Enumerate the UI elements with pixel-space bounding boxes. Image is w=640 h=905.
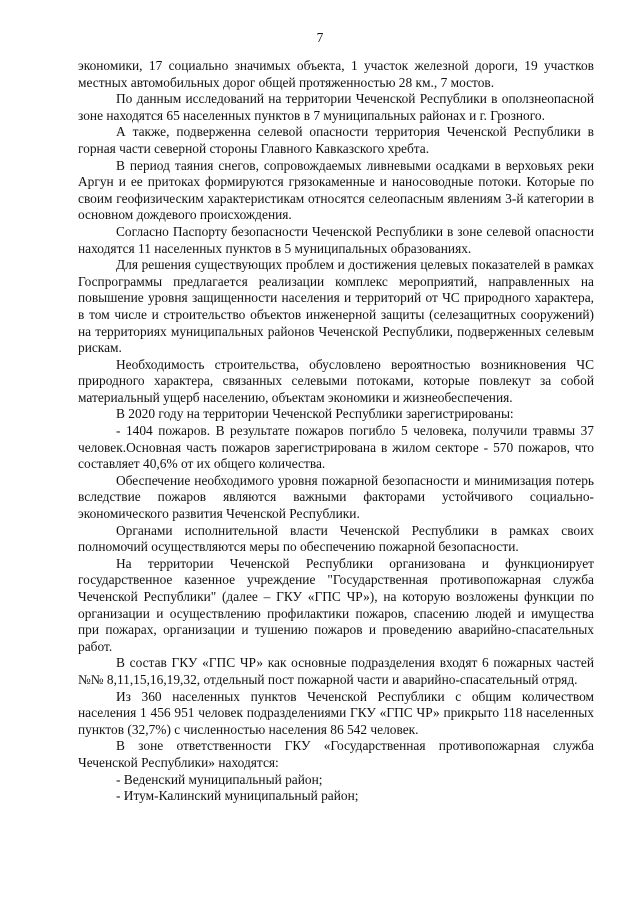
page-number: 7 — [316, 30, 324, 45]
paragraph-7: Необходимость строительства, обусловлено вероятностью возникновения ЧС природного характера, связанных селевыми потоками, которые повлекут за собой материальный ущерб населению, объектам экономики и жизнеобеспечения. — [78, 356, 594, 405]
paragraph-8: В 2020 году на территории Чеченской Республики зарегистрированы: — [116, 406, 514, 422]
paragraph-15: В зоне ответственности ГКУ «Государственная противопожарная служба Чеченской Республики» находятся: — [78, 738, 594, 770]
paragraph-6: Для решения существующих проблем и достижения целевых показателей в рамках Госпрограммы предлагается реализации комплекс мероприятий, направленных на повышение уровня защищенности населения и территорий от ЧС природного характера, в том числе и строительство объектов инженерной защиты (селезащитных сооружений) на территориях муниципальных районов Чеченской Республики, подверженных селевым рискам. — [78, 257, 594, 356]
paragraph-12: На территории Чеченской Республики организована и функционирует государственное казенное учреждение "Государственная противопожарная служба Чеченской Республики" (далее – ГКУ «ГПС ЧР»), на которую возложены функции по организации и осуществлению профилактики пожаров, спасению людей и имущества при пожарах, организации и тушению пожаров и проведению аварийно-спасательных работ. — [78, 555, 594, 654]
paragraph-3: А также, подверженна селевой опасности территория Чеченской Республики в горная части северной стороны Главного Кавказского хребта. — [78, 124, 594, 156]
paragraph-11: Органами исполнительной власти Чеченской Республики в рамках своих полномочий осуществляются меры по обеспечению пожарной безопасности. — [78, 522, 594, 555]
list-item: - Итум-Калинский муниципальный район; — [116, 788, 359, 804]
paragraph-2: По данным исследований на территории Чеченской Республики в оползнеопасной зоне находятся 65 населенных пунктов в 7 муниципальных районах и г. Грозного. — [78, 91, 594, 123]
paragraph-5: Согласно Паспорту безопасности Чеченской Республики в зоне селевой опасности находятся 11 населенных пунктов в 5 муниципальных образованиях. — [78, 223, 594, 256]
list-item: - Веденский муниципальный район; — [116, 771, 323, 787]
paragraph-14: Из 360 населенных пунктов Чеченской Республики с общим количеством населения 1 456 951 человек подразделениями ГКУ «ГПС ЧР» прикрыто 118 населенных пунктов (32,7%) с численностью населения 86 542 человек. — [78, 688, 594, 737]
paragraph-4: В период таяния снегов, сопровождаемых ливневыми осадками в верховьях реки Аргун и ее притоках формируются грязокаменные и наносоводные потоки. Которые по своим геофизическим характеристикам относятся селеопасным явлениям 3-й категории в основном дождевого происхождения. — [78, 157, 594, 223]
paragraph-13: В состав ГКУ «ГПС ЧР» как основные подразделения входят 6 пожарных частей №№ 8,11,15,16,19,32, отдельный пост пожарной части и аварийно-спасательный отряд. — [78, 655, 594, 687]
paragraph-10: Обеспечение необходимого уровня пожарной безопасности и минимизация потерь вследствие пожаров являются важными факторами устойчивого социально-экономического развития Чеченской Республики. — [78, 472, 594, 522]
paragraph-1: экономики, 17 социально значимых объекта, 1 участок железной дороги, 19 участков местных автомобильных дорог общей протяженностью 28 км., 7 мостов. — [78, 58, 594, 90]
document-body — [78, 58, 594, 805]
paragraph-9: - 1404 пожаров. В результате пожаров погибло 5 человека, получили травмы 37 человек.Основная часть пожаров зарегистрирована в жилом секторе - 570 пожаров, что составляет 40,6% от их общего количества. — [78, 423, 594, 472]
